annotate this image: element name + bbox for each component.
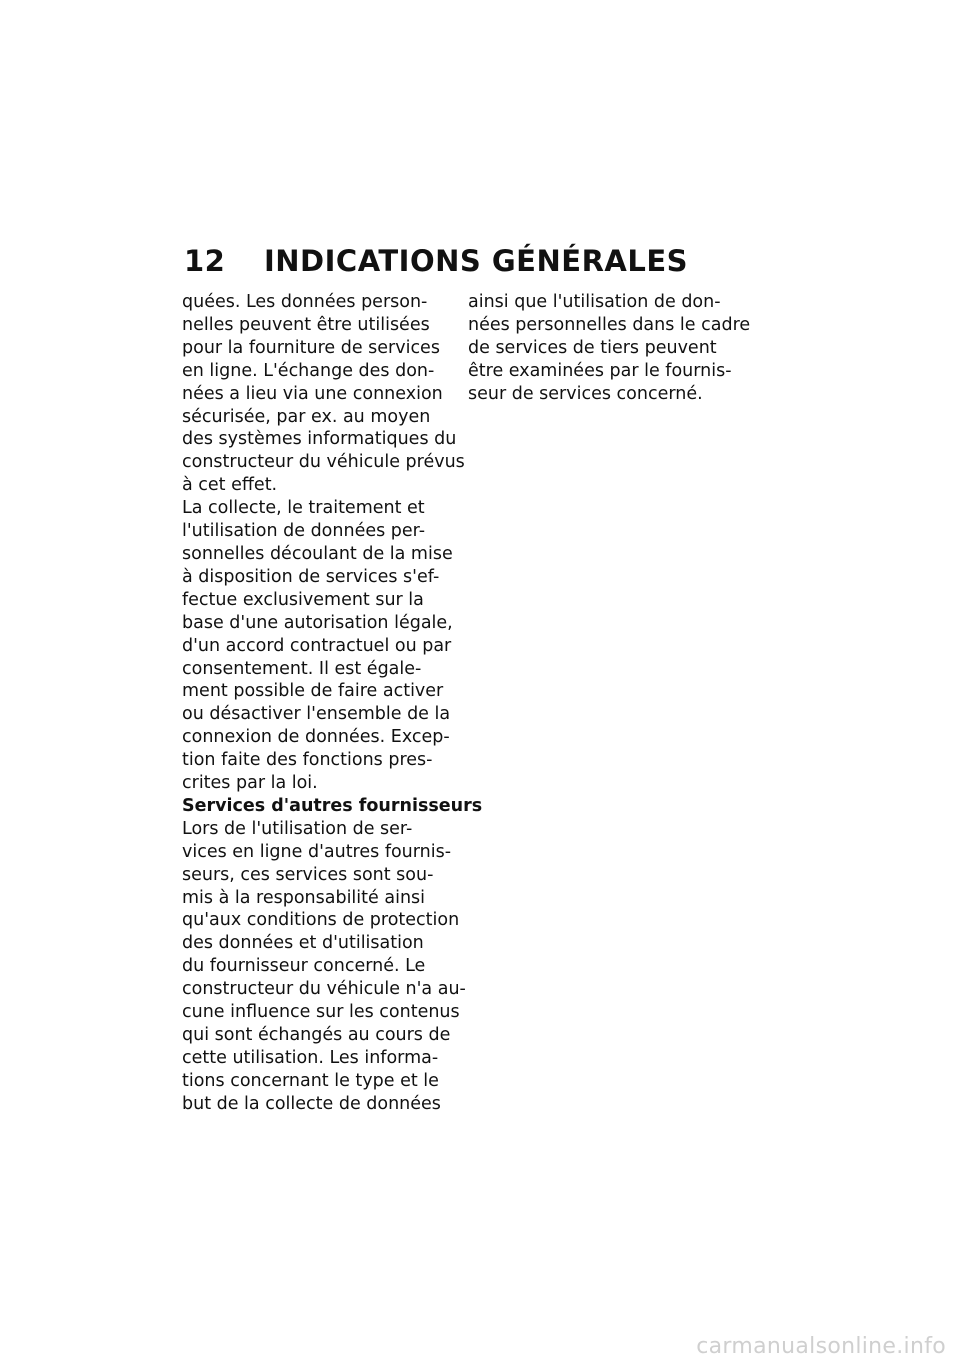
text-line: but de la collecte de données: [182, 1093, 441, 1114]
text-line: sonnelles découlant de la mise: [182, 543, 453, 564]
text-line: des systèmes informatiques du: [182, 429, 457, 450]
text-line: quées. Les données person-: [182, 292, 428, 312]
text-line: être examinées par le fournis-: [468, 360, 732, 381]
text-line: nelles peuvent être utilisées: [182, 314, 430, 335]
text-line: pour la fourniture de services: [182, 337, 440, 358]
text-line: nées personnelles dans le cadre: [468, 314, 751, 335]
text-line: qu'aux conditions de protection: [182, 910, 460, 931]
text-line: La collecte, le traitement et: [182, 498, 425, 519]
text-line: seurs, ces services sont sou-: [182, 864, 434, 885]
text-line: constructeur du véhicule n'a au-: [182, 979, 466, 1000]
text-line: ou désactiver l'ensemble de la: [182, 704, 451, 725]
text-line: ment possible de faire activer: [182, 681, 444, 702]
text-line: constructeur du véhicule prévus: [182, 452, 465, 473]
page-header: [184, 244, 688, 278]
text-line: seur de services concerné.: [468, 383, 703, 404]
text-line: en ligne. L'échange des don-: [182, 360, 435, 381]
text-line: vices en ligne d'autres fournis-: [182, 841, 452, 862]
text-line: ainsi que l'utilisation de don-: [468, 292, 721, 312]
subheading: Services d'autres fournisseurs: [182, 795, 483, 816]
text-line: cette utilisation. Les informa-: [182, 1047, 439, 1068]
text-line: Lors de l'utilisation de ser-: [182, 818, 413, 839]
text-line: de services de tiers peuvent: [468, 337, 717, 358]
text-line: tion faite des fonctions pres-: [182, 750, 433, 771]
text-line: l'utilisation de données per-: [182, 521, 426, 542]
left-text-column: [182, 291, 483, 1116]
text-line: fectue exclusivement sur la: [182, 589, 424, 610]
text-line: connexion de données. Excep-: [182, 727, 450, 748]
watermark-text: carmanualsonline.info: [696, 1334, 946, 1359]
text-line: tions concernant le type et le: [182, 1070, 439, 1091]
text-line: mis à la responsabilité ainsi: [182, 887, 426, 908]
text-line: base d'une autorisation légale,: [182, 612, 453, 633]
right-text-column: [468, 291, 751, 406]
text-line: cune influence sur les contenus: [182, 1002, 460, 1023]
section-title: INDICATIONS GÉNÉRALES: [264, 244, 689, 278]
text-line: à disposition de services s'ef-: [182, 566, 440, 587]
text-line: consentement. Il est égale-: [182, 658, 422, 679]
text-line: nées a lieu via une connexion: [182, 383, 443, 404]
text-line: du fournisseur concerné. Le: [182, 956, 426, 977]
text-line: d'un accord contractuel ou par: [182, 635, 452, 656]
text-line: sécurisée, par ex. au moyen: [182, 406, 431, 427]
text-line: crites par la loi.: [182, 773, 318, 794]
text-line: qui sont échangés au cours de: [182, 1025, 451, 1045]
page-number: 12: [184, 244, 226, 278]
text-line: à cet effet.: [182, 475, 278, 496]
text-line: des données et d'utilisation: [182, 933, 424, 954]
